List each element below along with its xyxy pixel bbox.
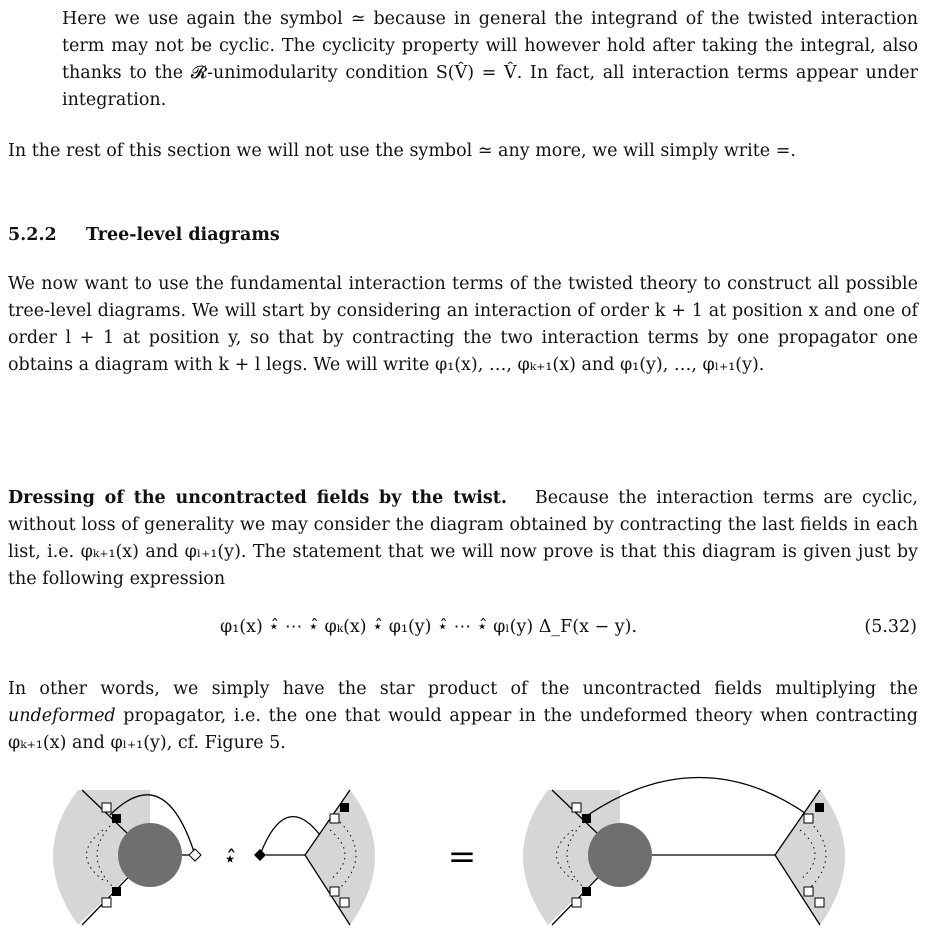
equation-number: (5.32) [864, 617, 917, 637]
lhs-diagram [53, 790, 375, 925]
paragraph-tree-level-intro: We now want to use the fundamental interaction terms of the twisted theory to construct all possible tree-level diagrams. We will start by considering an interaction of order k + 1 at position x and one of order l + 1 at position y, so that by contracting the two interaction terms by one propagator one obtains a diagram with k + l legs. We will write φ₁(x), …, φₖ₊₁(x) and φ₁(y), …, φₗ₊₁(y). [8, 274, 918, 375]
rhs-vertex-blob [588, 823, 652, 887]
paragraph-symbol-note: In the rest of this section we will not use the symbol ≃ any more, we will simply write =. [8, 141, 796, 161]
lhs-vertex-x-blob [118, 823, 182, 887]
lhs-filled-square-bottom [112, 887, 121, 896]
paragraph-dressing-text: Because the interaction terms are cyclic, without loss of generality we may consider the diagram obtained by contracting the last fields in each list, i.e. φₖ₊₁(x) and φₗ₊₁(y). The statement that we will now prove is that this diagram is given just by the following expression [8, 488, 918, 589]
paragraph-undeformed-b: propagator, i.e. the one that would appear in the undeformed theory when contracting φₖ₊₁(x) and φₗ₊₁(y), cf. Figure 5. [8, 706, 918, 753]
star-hat-symbol: ⋆̂ [223, 847, 237, 872]
equals-sign: = [447, 837, 477, 877]
section-heading [8, 225, 280, 245]
lhs-open-square-bottom [102, 898, 111, 907]
lhs-open-square-top [102, 803, 111, 812]
paragraph-twisted-cyclicity: Here we use again the symbol ≃ because in general the integrand of the twisted interaction term may not be cyclic. The cyclicity property will however hold after taking the integral, also thanks to the 𝓡-unimodularity condition S(V̂) = V̂. In fact, all interaction terms appear under integration. [62, 9, 918, 110]
paragraph-dressing [8, 485, 918, 593]
paragraph-undeformed-a: In other words, we simply have the star product of the uncontracted fields multiplying the [8, 679, 918, 699]
rhs-arc [588, 778, 808, 816]
lhs-open-diamond [189, 849, 201, 861]
equation-5-32: φ₁(x) ⋆̂ ⋯ ⋆̂ φₖ(x) ⋆̂ φ₁(y) ⋆̂ ⋯ ⋆̂ φₗ(y) Δ_F(x − y). [220, 617, 638, 637]
lhs-filled-square-top [112, 814, 121, 823]
rhs-diagram [523, 778, 845, 926]
section-number: 5.2.2 [8, 225, 57, 245]
figure-5-diagram [0, 670, 925, 934]
emph-undeformed: undeformed [8, 706, 116, 726]
runin-heading: Dressing of the uncontracted fields by the twist. [8, 488, 507, 508]
section-title: Tree-level diagrams [86, 225, 280, 245]
